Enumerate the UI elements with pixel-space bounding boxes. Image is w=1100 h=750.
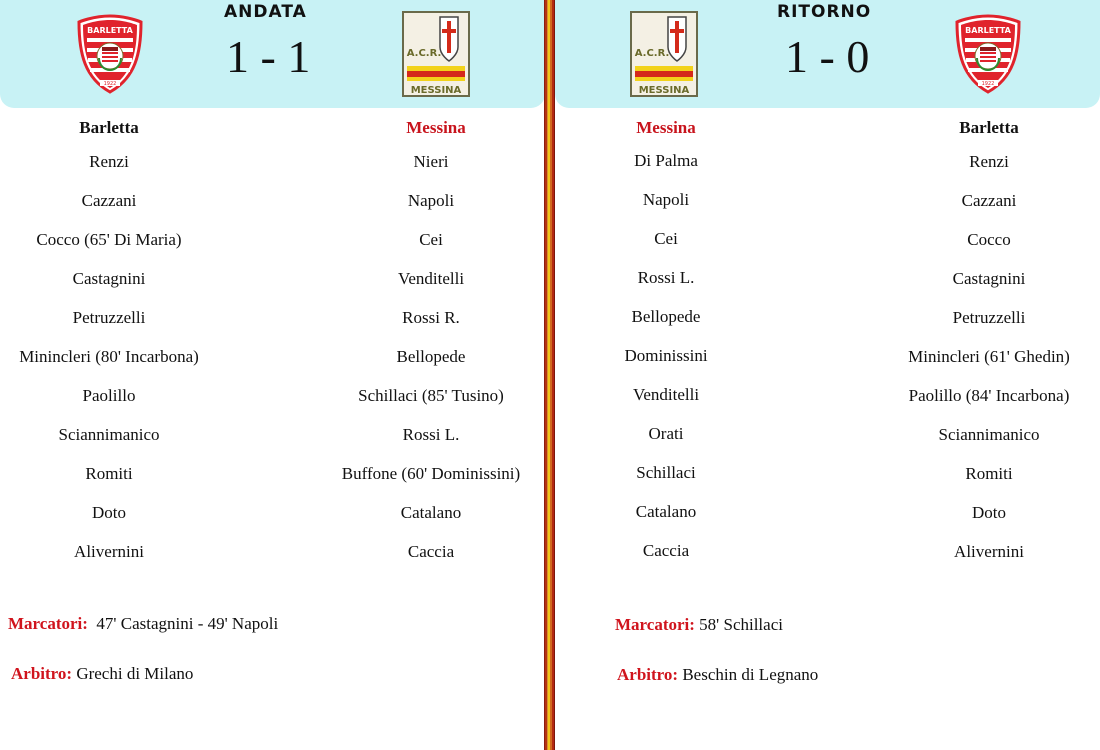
player-name: Venditelli xyxy=(397,269,465,288)
andata-referee xyxy=(11,664,193,684)
barletta-logo xyxy=(955,14,1021,94)
ritorno-scorers xyxy=(615,615,783,635)
player-name: Cazzani xyxy=(81,191,137,210)
ritorno-title: RITORNO xyxy=(777,2,872,22)
center-divider xyxy=(544,0,555,750)
messina-logo xyxy=(630,11,698,97)
player-name: Catalano xyxy=(635,502,697,521)
svg-text:A.C.R.: A.C.R. xyxy=(634,48,670,59)
player-name: Minincleri (61' Ghedin) xyxy=(908,347,1070,366)
player-name: Sciannimanico xyxy=(58,425,160,444)
player-name: Cei xyxy=(654,229,678,248)
andata-scorers xyxy=(8,614,278,634)
ritorno-referee-label: Arbitro: xyxy=(617,665,679,684)
player-name: Petruzzelli xyxy=(952,308,1026,327)
andata-home-team: Barletta xyxy=(79,118,139,137)
player-name: Dominissini xyxy=(624,346,708,365)
player-name: Rossi L. xyxy=(637,268,695,287)
svg-text:BARLETTA: BARLETTA xyxy=(965,26,1011,35)
ritorno-scorers-label: Marcatori: xyxy=(615,615,695,634)
player-name: Paolillo xyxy=(82,386,136,405)
ritorno-home-team: Messina xyxy=(636,118,696,137)
andata-referee-label: Arbitro: xyxy=(11,664,73,683)
andata-panel xyxy=(0,0,545,750)
ritorno-scorers-value: 58' Schillaci xyxy=(699,615,783,634)
player-name: Di Palma xyxy=(634,151,698,170)
player-name: Venditelli xyxy=(632,385,700,404)
player-name: Romiti xyxy=(965,464,1013,483)
player-name: Nieri xyxy=(413,152,449,171)
ritorno-panel xyxy=(555,0,1100,750)
andata-scorers-label: Marcatori: xyxy=(8,614,88,633)
player-name: Doto xyxy=(972,503,1006,522)
player-name: Orati xyxy=(648,424,684,443)
player-name: Cei xyxy=(419,230,443,249)
player-name: Paolillo (84' Incarbona) xyxy=(908,386,1070,405)
player-name: Napoli xyxy=(407,191,455,210)
andata-away-team: Messina xyxy=(406,118,466,137)
svg-text:A.C.R.: A.C.R. xyxy=(406,48,442,59)
messina-logo xyxy=(402,11,470,97)
player-name: Caccia xyxy=(642,541,690,560)
player-name: Alivernini xyxy=(74,542,144,561)
andata-scorers-value: 47' Castagnini - 49' Napoli xyxy=(96,614,279,633)
player-name: Catalano xyxy=(400,503,462,522)
player-name: Castagnini xyxy=(952,269,1026,288)
player-name: Minincleri (80' Incarbona) xyxy=(19,347,199,366)
player-name: Sciannimanico xyxy=(938,425,1040,444)
ritorno-referee-value: Beschin di Legnano xyxy=(682,665,819,684)
ritorno-referee xyxy=(617,665,818,685)
player-name: Renzi xyxy=(969,152,1009,171)
player-name: Romiti xyxy=(85,464,133,483)
andata-header xyxy=(0,0,545,108)
player-name: Caccia xyxy=(407,542,455,561)
player-name: Petruzzelli xyxy=(72,308,146,327)
player-name: Cazzani xyxy=(961,191,1017,210)
player-name: Cocco (65' Di Maria) xyxy=(36,230,182,249)
player-name: Alivernini xyxy=(954,542,1024,561)
player-name: Bellopede xyxy=(396,347,466,366)
player-name: Doto xyxy=(92,503,126,522)
svg-text:MESSINA: MESSINA xyxy=(410,85,462,96)
player-name: Napoli xyxy=(642,190,690,209)
player-name: Castagnini xyxy=(72,269,146,288)
svg-text:1922: 1922 xyxy=(981,81,995,87)
player-name: Schillaci xyxy=(636,463,696,482)
player-name: Schillaci (85' Tusino) xyxy=(358,386,504,405)
player-name: Buffone (60' Dominissini) xyxy=(341,464,521,483)
player-name: Rossi R. xyxy=(402,308,460,327)
svg-text:BARLETTA: BARLETTA xyxy=(87,26,133,35)
andata-referee-value: Grechi di Milano xyxy=(76,664,194,683)
player-name: Renzi xyxy=(89,152,129,171)
svg-text:1922: 1922 xyxy=(103,81,117,87)
andata-title: ANDATA xyxy=(224,2,307,22)
barletta-logo xyxy=(77,14,143,94)
andata-score: 1 - 1 xyxy=(226,31,311,82)
player-name: Cocco xyxy=(967,230,1011,249)
ritorno-score: 1 - 0 xyxy=(785,31,870,82)
player-name: Bellopede xyxy=(631,307,701,326)
player-name: Rossi L. xyxy=(402,425,460,444)
ritorno-away-team: Barletta xyxy=(959,118,1019,137)
svg-text:MESSINA: MESSINA xyxy=(638,85,690,96)
ritorno-header xyxy=(555,0,1100,108)
